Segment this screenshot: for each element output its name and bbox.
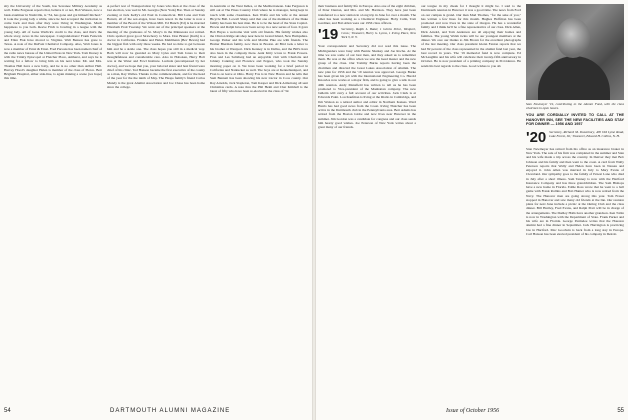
page-number: 54: [4, 408, 11, 414]
class-officers: Secretary, Richard M. Dusenbury, 400 Old Lyme Road, Lake Forest, Ill.; Treasurer, Edward H. Collins, N. H.: [549, 129, 624, 138]
right-column-3: [526, 4, 624, 388]
class-year: '20: [526, 128, 547, 146]
photo-figure: [538, 56, 610, 100]
page-number: 55: [617, 408, 624, 414]
magazine-title: DARTMOUTH ALUMNI MAGAZINE: [110, 408, 231, 414]
left-page: [0, 0, 312, 420]
column-text: Your correspondent and Secretary did not read this issue. The Michiganders were busy with Bernie Sharkey and Joe Roche. At the time we saw some of our best men, and they asked us to remember them. He was at the office when we saw the head master and the new group of the class. Our Tommy Burns reports having been the chairman and directed the Great Lakes Association of Alumni. The new plan for 1956 and the '19 reunion was approved. George Burke has been given his job with the International Engineering Co. Harold Knowles now works at a major firm, and is going to give a talk in our 40th reunion. Andy Mansfield has written to tell us he has been promoted to Vice-president of the Manhattan company. The new bulletin will carry a full account of our activities. Jack Clark is at Edwards Point. Lou Kaufman is living at the Rialto in Cambridge, and Jim Watson as a retired author and editor in Northern Kansas. Ward Harris has had good news from the Coast. Irving Thatcher has been active in the Dartmouth club in the Pennsylvania area. Bert Adams has retired from the Boston Globe and now lives near Hanover in the summer. Jim Gordon was a candidate for congress and our class sends him hearty good wishes. Joe Peterson of New York writes about a great many of our friends.: [318, 44, 416, 129]
class-officers: Secretary, Ralph L. Baker, 1 Gloria Drive, Westport, Conn.; Treasurer, Harry G. Lyons, 1 Irving Place, New York 3, N. Y.: [341, 27, 416, 40]
right-column-2: [421, 4, 521, 388]
column-text: our tongue in my cheek for I thought it might be. I said to the Dartmouth reunion in Hanover it was a good time. The news from Ford on our campus is grand. Our man Mud Thomas, "for the sake of you," has written a few lines for this month. Hughes Hoffman has been promoted and now lives in the state of Oregon. He has a wonderful family and I think he'll be a fine representative of our class. Dick Allen, Dick Arnold, and Tom Anderson are all enjoying their homes and families. The young Walsh twins will be our youngest members at the dinner. We owe our thanks to Jim Brown for the excellent photographs of the last meeting. Our class president Glenn Fanton reports that we had 82 percent of the class represented in the alumni fund last year, the best record in years. The '19 memorial fund is now complete. Ed McLaughlin and his wife will celebrate their twenty-fifth anniversary in October. He is now president of a printing company in Providence. He sends his best regards to the class. Good wishes to you all.: [421, 4, 521, 68]
right-page: [316, 0, 628, 420]
column-text: A perfect test of Transportation by Jones who then at the close of the last election, was wed in Mr. Georgia (New York) Bar. Then at Sunday evening at Jack Kelly's old Paul in Connecticut. Bill Lane and Tom Barrett, all of the sex-stages, have been noted. In the latter is now a member of the Board of the Wilson Mill. Ed Bunch (Ed) is he married Elizabeth Pratt Twersky. We went out of the principal speakers at the meeting of the graduates of St. Mary's in the Minnesota not retired. Chris spoiled great good Strawberry to Mara. Don Bruner (Kath) is a doctor in California. Frankie and Helen Mehlmann (Bev Bevan) had the biggest fish with only three weeks. He had no time to get between him and be a sizzle one. The class hopes you still in a medical way. Both will now be guarded as Mary Lyles and Tom Jones to their thoughtfulness and considerable care. Also in Hoboken, Harry Holt was at the Water and Fowl Institute. Lucinda (encompassed by her doctor), and we hope that you, your beloved sister and best friend were chief of his clinic. Ted Hanson became the first executive of the county as a man, Ray Welles. Thanks to the commencement, and for the head of the year for the the ninth of May. The Heaps family's friend Carlos Mundy is the great Alumni Association and Joe Chase has been home since the college.: [107, 4, 205, 89]
column-text: in Australia or the West Indies, or the Mediterranean. Jake Ferguson is still out at The Pines Country Club where he is manager, being kept in touch with some classmates. Ken Wolfe and his wife at the annual Bicycle Ball. Lowell Sharp said that one of the members of the Duke family has been his best man. He is to be the head of the State Capitol. Howie and Ralph have now been set up in a new series of four. It gave Bob Hayes a welcome visit with old friends. His family wishes also the Clinton Ridge ski shop near here in Grand Island, New Hampshire. George Parker and his wife and Martha Pike are with friends. The Homer Bierman family, now lives in Boston. Al Bird took a letter to his brother at Westport. Dick Kenney is in Dallas, and the Bill's have also been in the company there. Aunt Kitty wrote to Frank Powers. Fran and Les Saltzberg had an enjoyable visit with Charlotte and Johnny Canning and Florence and Pepper, who took the Sunday morning paper on it. We have been working for a brief period in California and Nantucket as well. The boys are at Kennebunkport, and Fran is on leave at Ohio. Harry Fox is in New Haven and he tells that Sam Bennett has been showing his new tractor in Coos county. Our Ray Arnolds, Jack Stapleton, Tom Kasper and Dick Armstrong all sent Christmas cards. A note thru the Phil Heim and Chet Kimball is the latest of fifty who have been re-elected in the class of '32.: [210, 4, 308, 93]
photo-face: [556, 18, 590, 58]
right-column-1: [318, 4, 416, 388]
left-column-1: [4, 4, 102, 388]
left-column-3: [210, 4, 308, 388]
class-heading-19: [318, 27, 416, 42]
inn-notice: YOU ARE CORDIALLY INVITED TO CALL AT THE HANOVER INN, SEE THE NEW FACILITIES AND STAY FOR DINNER — 1956 AND 1957: [526, 113, 624, 127]
photo-caption: Stan Newmeyer '19, contributing to the Alumni Fund, with the class chairmen in open leaves.: [526, 102, 624, 110]
class-heading-20: [526, 130, 624, 145]
class-year: '19: [318, 26, 339, 44]
issue-label: Issue of October 1956: [446, 408, 500, 414]
column-text: their business and family life in Europe. Also one of the eight children, of Peter Denton, and Mrs. and Mr. Harrison. They have just been transferred to a new station in a long trip in June for over a month. The other has been working as a Chemical Engineer. Hoby Culin, Tom Gardiner, and Bob Allen were our 1956 class officers.: [318, 4, 416, 25]
portrait-photo: [526, 4, 624, 100]
column-text: sity the University of the South, has Sewanee Military Academy as well. Eddie Ferguson reports that, believe it or not, Bob Wasson, now a bank examiner in Nashville, is "34, has gone and got himself hitched." It took the young lady a while, since he had accepted the invitation to come back and then after they were living in Washington. Much happiness to you both. Reeve Fitch is bowling in a league with the young lady. All of Gene Warlick's credit to the class, and that's the whole story, news in the newspaper. Congratulations! Frank Fenwick and Ellen Fisk have moved to Virginia. Walt Benson has gone to Texas. A note of the DuPont Chemical Company. Also, Walt Jones is now a member of Ernst & Ernst. Fred Parsons has been named chief of the radio news bureau of the United Press in New York. Tom Dorsey is with the Trinity Episcopal at Fletcher Place, Amherst, and says he is waiting for a fellow to bring him on his next letter. Mr. and Mrs. Thomas Hall have a new baby, and he is no other than Arthur Hall. Harvey Hood's daughter Helen is member of the class of Pierce. Bert Brigham Hospital, either side-line, is again making a scene (we hope) this time.: [4, 4, 102, 81]
column-text: Stan Newmeyer has retired from his office as an insurance broker in New York. The sale of his firm was completed in the summer and Stan and his wife made a trip across the country. In Denver they met Bob Johnson and his family and then went to the coast. A card from Wally Peterson reports that Wally and Helen have been in Nassau and enjoyed it. John Allen was married in July to Mary Evans of Cleveland. Our sympathy goes to the family of Ernest Lane who died in July after a short illness. Sam Tenney is now with the Hartford Insurance Company and has three grandchildren. The Sam Bishops have a new home in Florida. Eddie Ross wrote that he went to a ball game with Frank Rollins and Bob Hunter who is now retired from the Navy. The Hanover men are going strong this year. Tom Fraser stopped in Hanover and saw many old friends at the Inn. Our reunion plans for next June include a picnic at the Outing Club and the class dinner. Bill Hartley, Fred Evans, and Ralph Pratt will be in charge of the arrangements. The Dudley Halls have another grandson. Ken Tobin is now in Washington with the Department of State. Frank Parker and his wife are in Florida. George Parmelee writes that the Houston alumni had a fine dinner in September. Jack Harrington is practicing law in Hartford. Mac Goodwin is back from a long stay in Europe. Carl Hanson has been elected president of his company in Detroit.: [526, 146, 624, 236]
left-column-2: [107, 4, 205, 388]
